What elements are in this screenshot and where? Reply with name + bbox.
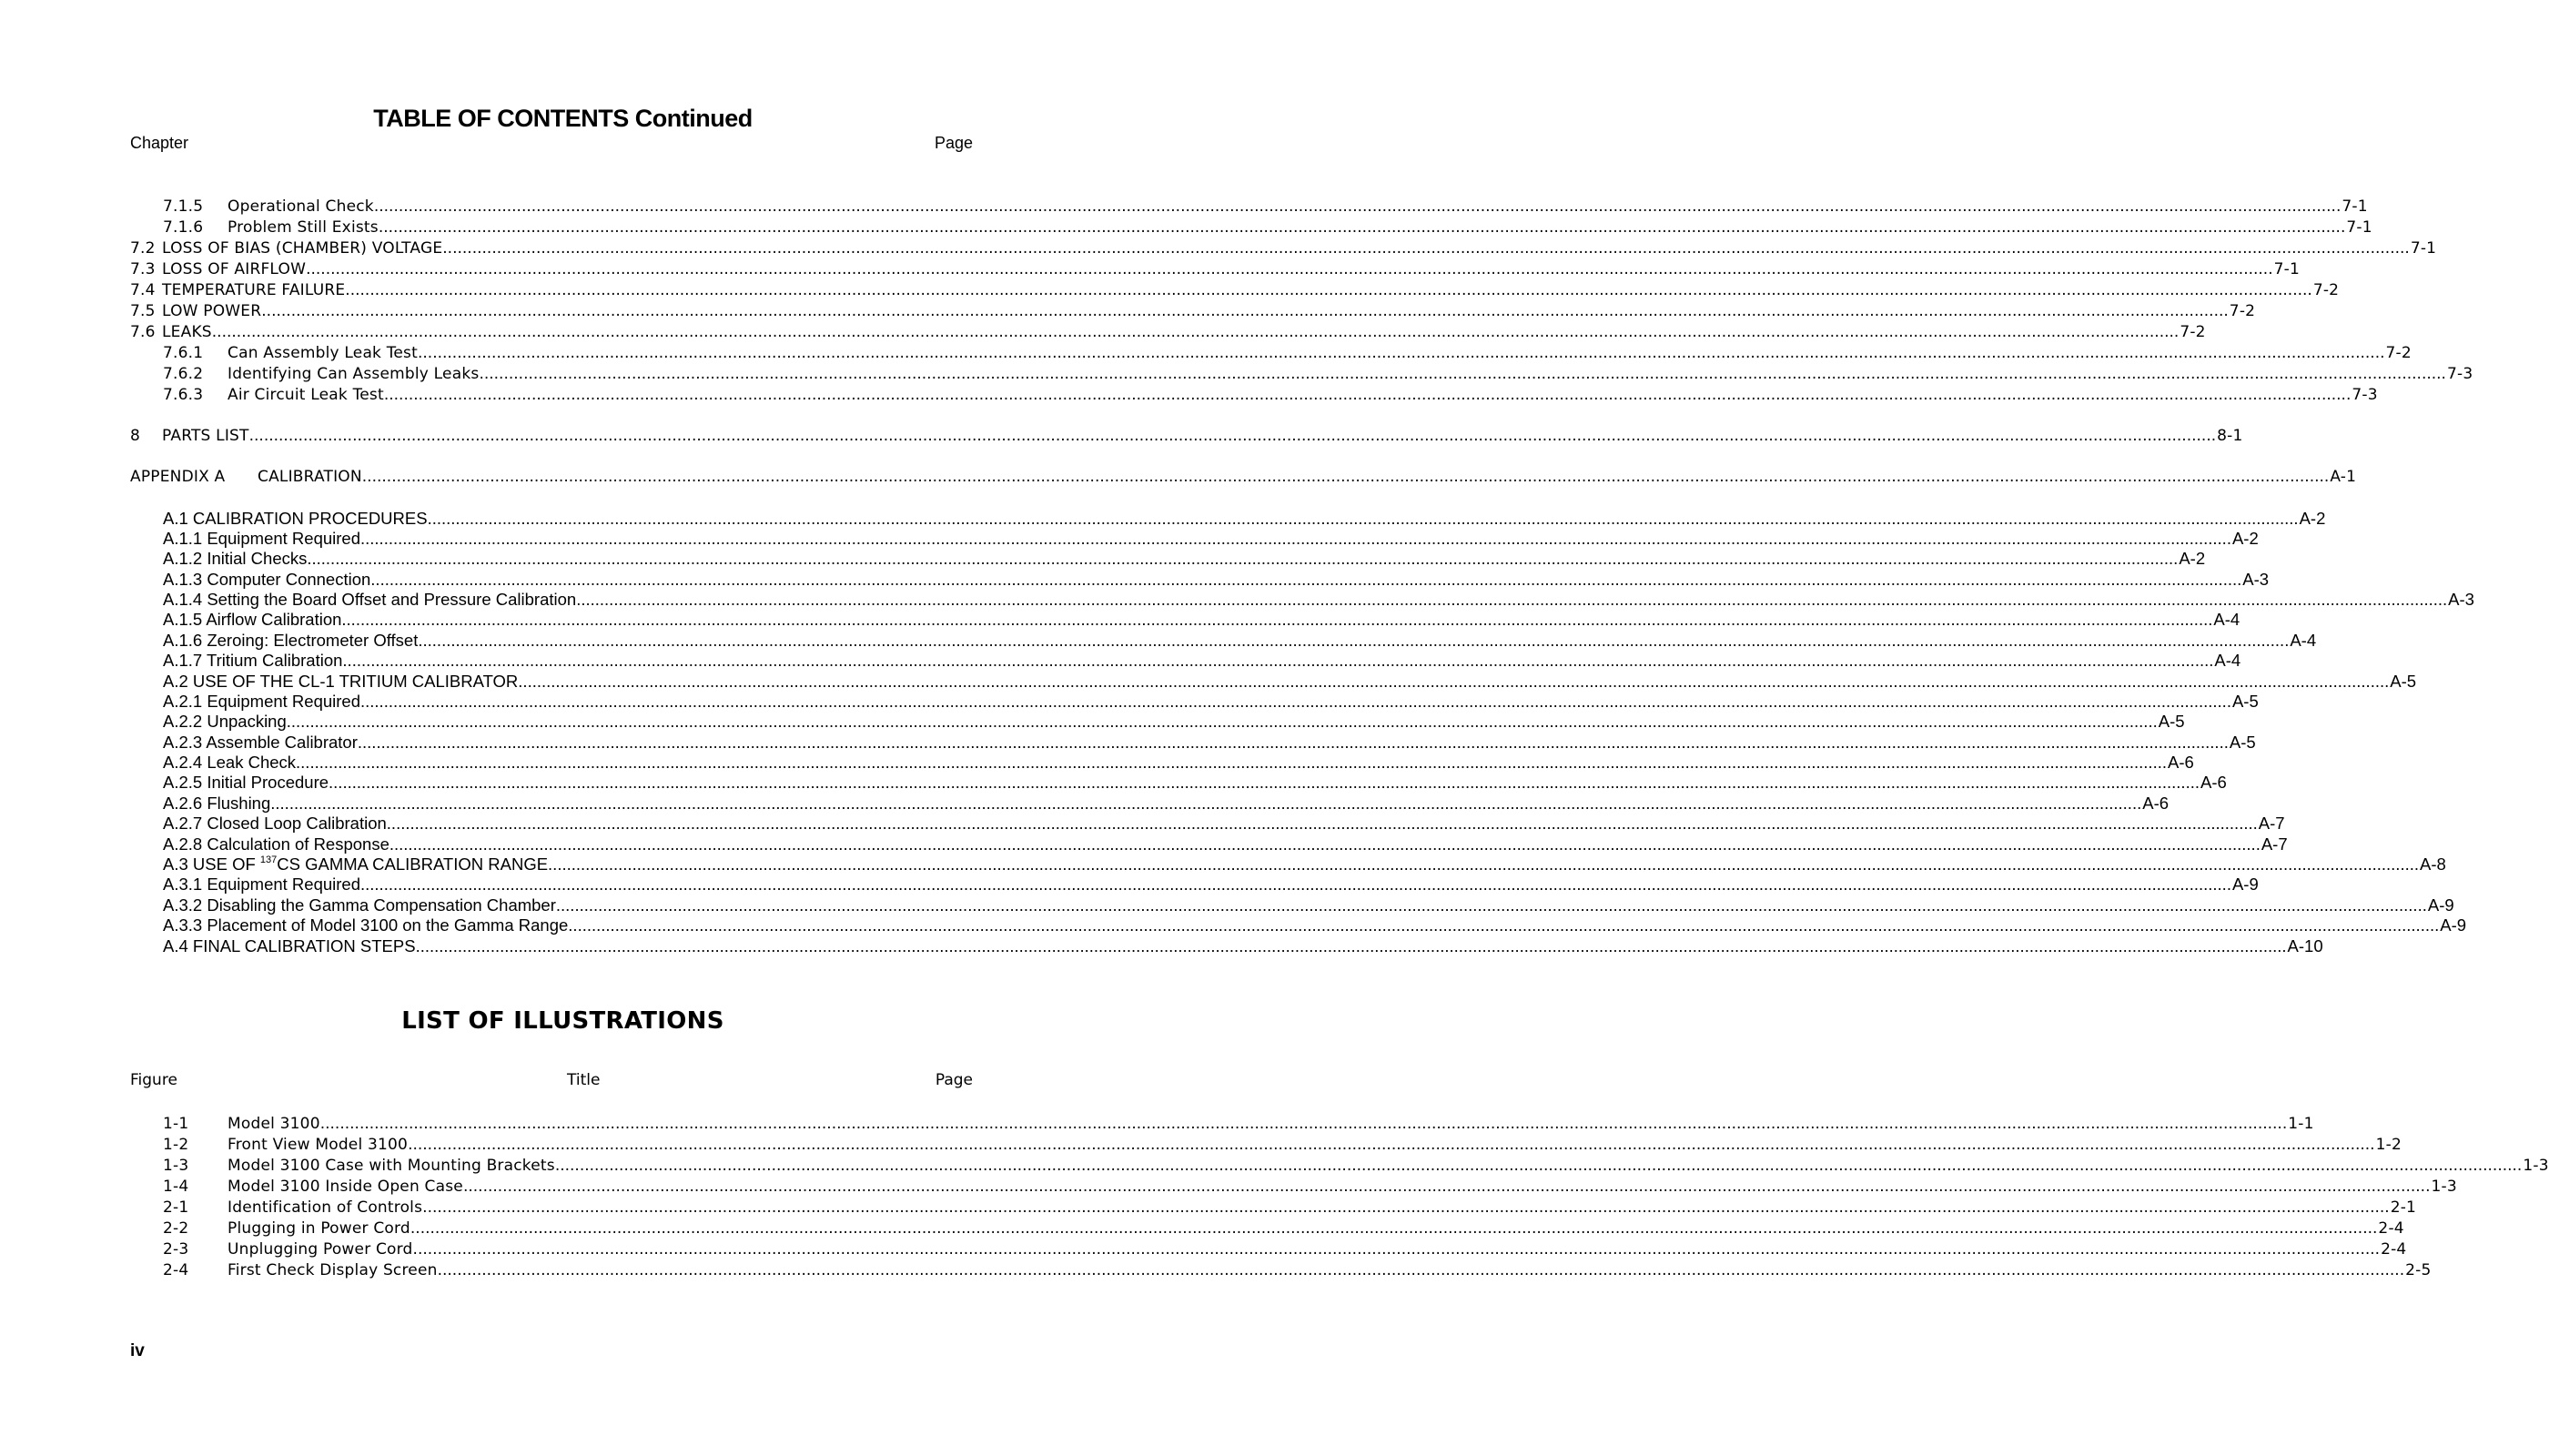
figure-title: Identification of Controls bbox=[228, 1198, 423, 1217]
dot-leader: ................................................................................................................................................................................................................................................................................................................................................................................................................ bbox=[418, 631, 2290, 650]
dot-leader: ................................................................................................................................................................................................................................................................................................................................................................................................................ bbox=[415, 936, 2287, 956]
toc-entry-number: 7.6 bbox=[130, 323, 156, 341]
toc-entry-title bbox=[162, 259, 306, 279]
toc-entry-title bbox=[163, 814, 387, 834]
toc-entry bbox=[163, 752, 2194, 773]
toc-entry-page: A-7 bbox=[2258, 814, 2285, 833]
dot-leader: ................................................................................................................................................................................................................................................................................................................................................................................................................ bbox=[568, 915, 2440, 935]
toc-entry-number: 7.4 bbox=[130, 281, 156, 299]
toc-entry-title-text: A.1.2 Initial Checks bbox=[163, 549, 308, 568]
toc-entry-title bbox=[163, 631, 418, 651]
dot-leader: ................................................................................................................................................................................................................................................................................................................................................................................................................ bbox=[286, 712, 2158, 731]
dot-leader: ................................................................................................................................................................................................................................................................................................................................................................................................................ bbox=[555, 895, 2427, 915]
toc-entry-title-text: LOW POWER bbox=[162, 302, 262, 320]
figure-title: Model 3100 bbox=[228, 1115, 320, 1133]
illustration-entry bbox=[163, 1259, 2432, 1280]
toc-entry-page: A-5 bbox=[2231, 692, 2259, 711]
figure-number: 2-1 bbox=[163, 1198, 189, 1217]
toc-entry-title-text: A.3.3 Placement of Model 3100 on the Gamma Range bbox=[163, 915, 569, 935]
toc-entry-title-text: A.2.4 Leak Check bbox=[163, 753, 297, 772]
toc-entry-title-text: A.1.3 Computer Connection bbox=[163, 570, 371, 589]
toc-entry-page: A-9 bbox=[2440, 915, 2467, 935]
dot-leader: ................................................................................................................................................................................................................................................................................................................................................................................................................ bbox=[437, 1261, 2405, 1279]
figure-page: 2-4 bbox=[2378, 1219, 2404, 1238]
toc-entry-title bbox=[163, 915, 568, 935]
toc-entry-title-text: A.2.8 Calculation of Response bbox=[163, 834, 389, 854]
toc-entry bbox=[163, 528, 2259, 549]
toc-entry-page: A-6 bbox=[2200, 773, 2227, 792]
toc-entry-title bbox=[163, 875, 360, 895]
toc-entry-title-text: A.2.1 Equipment Required bbox=[163, 692, 360, 711]
toc-entry-number: 8 bbox=[130, 427, 141, 445]
dot-leader: ................................................................................................................................................................................................................................................................................................................................................................................................................ bbox=[341, 610, 2213, 629]
figure-number: 1-3 bbox=[163, 1157, 189, 1175]
dot-leader: ................................................................................................................................................................................................................................................................................................................................................................................................................ bbox=[360, 875, 2231, 894]
toc-entry-title bbox=[163, 610, 341, 630]
dot-leader: ................................................................................................................................................................................................................................................................................................................................................................................................................ bbox=[270, 794, 2142, 813]
toc-entry-title-text: A.1.4 Setting the Board Offset and Pressure Calibration bbox=[163, 590, 577, 609]
toc-entry-title bbox=[162, 322, 212, 342]
page-number: iv bbox=[130, 1341, 145, 1360]
toc-entry-number: 7.2 bbox=[130, 239, 156, 258]
illustration-entry bbox=[163, 1176, 2457, 1197]
toc-entry bbox=[130, 258, 2300, 279]
dot-leader: ................................................................................................................................................................................................................................................................................................................................................................................................................ bbox=[518, 672, 2390, 691]
dot-leader: ................................................................................................................................................................................................................................................................................................................................................................................................................ bbox=[357, 733, 2229, 752]
toc-entry-page: A-1 bbox=[2330, 468, 2357, 486]
toc-entry-page: 7-2 bbox=[2385, 344, 2412, 362]
toc-chapter-header: Chapter bbox=[130, 134, 189, 152]
toc-entry bbox=[163, 834, 2288, 854]
toc-entry bbox=[130, 466, 2357, 487]
toc-entry bbox=[163, 196, 2368, 217]
toc-entry-title-text: LEAKS bbox=[162, 323, 212, 341]
figure-title: First Check Display Screen bbox=[228, 1261, 438, 1279]
toc-entry-page: 7-3 bbox=[2446, 365, 2473, 383]
toc-entry-number: 7.1.6 bbox=[163, 218, 204, 237]
toc-entry-title bbox=[163, 773, 329, 793]
dot-leader: ................................................................................................................................................................................................................................................................................................................................................................................................................ bbox=[261, 302, 2229, 320]
toc-entry-title bbox=[163, 895, 556, 915]
toc-entry-title-text: CS GAMMA CALIBRATION RANGE bbox=[277, 854, 549, 874]
toc-entry-title bbox=[162, 301, 261, 321]
toc-entry-page: A-2 bbox=[2299, 509, 2326, 528]
toc-entry-title bbox=[163, 529, 360, 549]
figure-page: 2-4 bbox=[2381, 1240, 2407, 1259]
toc-entry bbox=[163, 711, 2185, 732]
dot-leader: ................................................................................................................................................................................................................................................................................................................................................................................................................ bbox=[329, 773, 2200, 792]
toc-entry-title-text: LOSS OF AIRFLOW bbox=[162, 260, 307, 278]
dot-leader: ................................................................................................................................................................................................................................................................................................................................................................................................................ bbox=[417, 344, 2385, 362]
figure-page: 1-1 bbox=[2288, 1115, 2314, 1133]
toc-entry-title bbox=[163, 570, 370, 590]
toc-entry bbox=[163, 548, 2206, 569]
toc-entry bbox=[163, 691, 2259, 712]
illustration-entry bbox=[163, 1218, 2404, 1239]
toc-entry-title bbox=[228, 217, 379, 238]
toc-entry-page: A-5 bbox=[2390, 672, 2417, 691]
dot-leader: ................................................................................................................................................................................................................................................................................................................................................................................................................ bbox=[345, 281, 2312, 299]
illustration-entry bbox=[163, 1155, 2549, 1176]
illustration-entry bbox=[163, 1134, 2402, 1155]
toc-entry bbox=[163, 630, 2317, 651]
toc-entry-title-text: A.2.7 Closed Loop Calibration bbox=[163, 814, 387, 833]
illustrations-page-header: Page bbox=[935, 1071, 973, 1089]
toc-entry-title-text: LOSS OF BIAS (CHAMBER) VOLTAGE bbox=[162, 239, 443, 258]
toc-entry-page: A-7 bbox=[2261, 834, 2288, 854]
dot-leader: ................................................................................................................................................................................................................................................................................................................................................................................................................ bbox=[412, 1240, 2381, 1259]
figure-title: Model 3100 Case with Mounting Brackets bbox=[228, 1157, 555, 1175]
toc-entry-number: 7.3 bbox=[130, 260, 156, 278]
toc-entry bbox=[163, 508, 2326, 529]
toc-entry bbox=[163, 589, 2474, 610]
toc-entry-page: 7-2 bbox=[2312, 281, 2340, 299]
toc-entry-page: A-4 bbox=[2213, 610, 2240, 629]
toc-entry bbox=[163, 895, 2454, 915]
toc-entry-number: 7.1.5 bbox=[163, 197, 204, 216]
figure-page: 1-2 bbox=[2375, 1136, 2402, 1154]
toc-entry-page: A-3 bbox=[2242, 570, 2270, 589]
toc-entry bbox=[130, 425, 2243, 446]
toc-entry-page: A-3 bbox=[2448, 590, 2474, 609]
figure-title: Unplugging Power Cord bbox=[228, 1240, 413, 1259]
toc-entry-title bbox=[163, 794, 270, 814]
toc-entry bbox=[163, 217, 2372, 238]
figure-number: 1-2 bbox=[163, 1136, 189, 1154]
toc-entry-page: A-5 bbox=[2229, 733, 2256, 752]
figure-number: 2-3 bbox=[163, 1240, 189, 1259]
illustrations-figure-header: Figure bbox=[130, 1071, 177, 1089]
toc-entry-title bbox=[162, 280, 345, 300]
toc-entry-page: A-4 bbox=[2290, 631, 2317, 650]
toc-entry-title bbox=[163, 936, 416, 956]
toc-entry-page: 7-1 bbox=[2346, 218, 2372, 237]
dot-leader: ................................................................................................................................................................................................................................................................................................................................................................................................................ bbox=[389, 834, 2261, 854]
toc-entry-title-text: A.2.3 Assemble Calibrator bbox=[163, 733, 358, 752]
dot-leader: ................................................................................................................................................................................................................................................................................................................................................................................................................ bbox=[386, 814, 2258, 833]
toc-entry-title-text: A.1.1 Equipment Required bbox=[163, 529, 360, 548]
figure-number: 1-4 bbox=[163, 1178, 189, 1196]
toc-entry-page: A-9 bbox=[2231, 875, 2259, 894]
toc-entry-title-text: A.2 USE OF THE CL-1 TRITIUM CALIBRATOR bbox=[163, 672, 519, 691]
toc-entry-page: A-4 bbox=[2214, 651, 2241, 670]
dot-leader: ................................................................................................................................................................................................................................................................................................................................................................................................................ bbox=[442, 239, 2410, 258]
toc-entry-page: A-2 bbox=[2179, 549, 2206, 568]
toc-entry-title-text: A.1.6 Zeroing: Electrometer Offset bbox=[163, 631, 419, 650]
toc-entry-title bbox=[163, 590, 576, 610]
toc-entry bbox=[163, 671, 2417, 692]
toc-entry-title bbox=[162, 238, 442, 258]
toc-entry bbox=[163, 569, 2270, 590]
toc-entry-title-text: A.1.5 Airflow Calibration bbox=[163, 610, 342, 629]
toc-entry bbox=[163, 854, 2446, 875]
toc-entry-number: APPENDIX A bbox=[130, 468, 226, 486]
toc-entry bbox=[130, 321, 2206, 342]
figure-number: 2-4 bbox=[163, 1261, 189, 1279]
toc-entry bbox=[130, 279, 2340, 300]
toc-entry-page: A-10 bbox=[2287, 936, 2323, 956]
toc-entry-title bbox=[163, 672, 518, 692]
toc-entry bbox=[163, 793, 2170, 814]
toc-entry bbox=[163, 915, 2467, 935]
toc-entry bbox=[163, 342, 2412, 363]
figure-page: 2-1 bbox=[2390, 1198, 2417, 1217]
dot-leader: ................................................................................................................................................................................................................................................................................................................................................................................................................ bbox=[408, 1136, 2375, 1154]
toc-entry-title bbox=[163, 692, 360, 712]
figure-title: Plugging in Power Cord bbox=[228, 1219, 410, 1238]
figure-title: Model 3100 Inside Open Case bbox=[228, 1178, 463, 1196]
toc-entry-page: 7-1 bbox=[2342, 197, 2368, 216]
toc-entry-title bbox=[228, 385, 384, 405]
toc-entry-title bbox=[163, 712, 287, 732]
toc-entry bbox=[163, 813, 2285, 834]
toc-entry bbox=[163, 384, 2378, 405]
toc-entry-title-text: A.3.1 Equipment Required bbox=[163, 875, 360, 894]
toc-entry-title-text: A.2.6 Flushing bbox=[163, 794, 271, 813]
toc-entry-page: 7-2 bbox=[2229, 302, 2256, 320]
toc-entry-title-text: Can Assembly Leak Test bbox=[228, 344, 418, 362]
dot-leader: ................................................................................................................................................................................................................................................................................................................................................................................................................ bbox=[576, 590, 2448, 609]
toc-entry-title bbox=[228, 197, 374, 217]
toc-entry-page: 7-2 bbox=[2180, 323, 2206, 341]
toc-entry-title-text: Problem Still Exists bbox=[228, 218, 379, 237]
dot-leader: ................................................................................................................................................................................................................................................................................................................................................................................................................ bbox=[360, 529, 2231, 548]
figure-title: Front View Model 3100 bbox=[228, 1136, 409, 1154]
figure-page: 2-5 bbox=[2405, 1261, 2432, 1279]
toc-entry bbox=[163, 935, 2323, 956]
dot-leader: ................................................................................................................................................................................................................................................................................................................................................................................................................ bbox=[307, 549, 2179, 568]
illustration-entry bbox=[163, 1113, 2314, 1134]
figure-number: 2-2 bbox=[163, 1219, 189, 1238]
toc-entry-title bbox=[228, 343, 418, 363]
toc-page-header: Page bbox=[934, 134, 973, 152]
toc-entry-title bbox=[163, 854, 548, 875]
toc-entry-title-text: Operational Check bbox=[228, 197, 374, 216]
toc-entry-page: 7-3 bbox=[2352, 386, 2378, 404]
toc-entry-title-text: A.1 CALIBRATION PROCEDURES bbox=[163, 509, 428, 528]
toc-entry-page: 7-1 bbox=[2410, 239, 2437, 258]
toc-entry-title-text: A.3.2 Disabling the Gamma Compensation Chamber bbox=[163, 895, 556, 915]
toc-entry-number: 7.6.2 bbox=[163, 365, 204, 383]
toc-entry-title-text: Identifying Can Assembly Leaks bbox=[228, 365, 480, 383]
toc-entry bbox=[163, 732, 2256, 753]
toc-entry-page: 7-1 bbox=[2273, 260, 2300, 278]
toc-title: TABLE OF CONTENTS Continued bbox=[373, 105, 753, 132]
dot-leader: ................................................................................................................................................................................................................................................................................................................................................................................................................ bbox=[248, 427, 2217, 445]
toc-entry-title-text: A.2.2 Unpacking bbox=[163, 712, 287, 731]
toc-entry-title bbox=[163, 733, 358, 753]
figure-page: 1-3 bbox=[2523, 1157, 2549, 1175]
toc-entry bbox=[163, 772, 2227, 793]
dot-leader: ................................................................................................................................................................................................................................................................................................................................................................................................................ bbox=[370, 570, 2242, 589]
toc-entry-title-text: PARTS LIST bbox=[162, 427, 249, 445]
toc-entry-title bbox=[163, 509, 428, 529]
toc-entry-title bbox=[162, 426, 249, 446]
toc-entry-page: A-6 bbox=[2168, 753, 2194, 772]
illustrations-title: LIST OF ILLUSTRATIONS bbox=[401, 1007, 724, 1035]
dot-leader: ................................................................................................................................................................................................................................................................................................................................................................................................................ bbox=[319, 1115, 2288, 1133]
dot-leader: ................................................................................................................................................................................................................................................................................................................................................................................................................ bbox=[479, 365, 2446, 383]
toc-entry-title-text: TEMPERATURE FAILURE bbox=[162, 281, 346, 299]
toc-entry-title bbox=[258, 467, 362, 487]
toc-entry-title-text: Air Circuit Leak Test bbox=[228, 386, 384, 404]
toc-entry-page: A-9 bbox=[2427, 895, 2454, 915]
dot-leader: ................................................................................................................................................................................................................................................................................................................................................................................................................ bbox=[361, 468, 2330, 486]
toc-entry-title-text: A.1.7 Tritium Calibration bbox=[163, 651, 343, 670]
figure-number: 1-1 bbox=[163, 1115, 189, 1133]
dot-leader: ................................................................................................................................................................................................................................................................................................................................................................................................................ bbox=[427, 509, 2299, 528]
toc-entry bbox=[130, 300, 2256, 321]
toc-entry bbox=[163, 650, 2241, 671]
dot-leader: ................................................................................................................................................................................................................................................................................................................................................................................................................ bbox=[373, 197, 2342, 216]
toc-entry-title bbox=[228, 364, 479, 384]
dot-leader: ................................................................................................................................................................................................................................................................................................................................................................................................................ bbox=[360, 692, 2231, 711]
illustration-entry bbox=[163, 1197, 2417, 1218]
toc-entry-page: A-6 bbox=[2142, 794, 2170, 813]
toc-entry bbox=[130, 238, 2437, 258]
dot-leader: ................................................................................................................................................................................................................................................................................................................................................................................................................ bbox=[383, 386, 2352, 404]
toc-entry-title bbox=[163, 834, 389, 854]
dot-leader: ................................................................................................................................................................................................................................................................................................................................................................................................................ bbox=[462, 1178, 2431, 1196]
toc-entry-title-text: A.3 USE OF bbox=[163, 854, 260, 874]
toc-entry-title bbox=[163, 549, 307, 569]
dot-leader: ................................................................................................................................................................................................................................................................................................................................................................................................................ bbox=[422, 1198, 2390, 1217]
dot-leader: ................................................................................................................................................................................................................................................................................................................................................................................................................ bbox=[378, 218, 2346, 237]
dot-leader: ................................................................................................................................................................................................................................................................................................................................................................................................................ bbox=[306, 260, 2273, 278]
toc-entry-title bbox=[163, 651, 342, 671]
toc-entry bbox=[163, 363, 2473, 384]
toc-entry-number: 7.6.3 bbox=[163, 386, 204, 404]
toc-entry-page: A-5 bbox=[2158, 712, 2185, 731]
toc-entry-page: 8-1 bbox=[2217, 427, 2243, 445]
dot-leader: ................................................................................................................................................................................................................................................................................................................................................................................................................ bbox=[554, 1157, 2523, 1175]
toc-entry-title bbox=[163, 753, 296, 773]
dot-leader: ................................................................................................................................................................................................................................................................................................................................................................................................................ bbox=[296, 753, 2167, 772]
toc-entry-superscript: 137 bbox=[259, 854, 278, 865]
toc-entry-title-text: A.4 FINAL CALIBRATION STEPS bbox=[163, 936, 416, 956]
illustration-entry bbox=[163, 1239, 2407, 1259]
dot-leader: ................................................................................................................................................................................................................................................................................................................................................................................................................ bbox=[410, 1219, 2378, 1238]
toc-entry-page: A-8 bbox=[2420, 854, 2446, 874]
dot-leader: ................................................................................................................................................................................................................................................................................................................................................................................................................ bbox=[342, 651, 2214, 670]
toc-entry-title-text: CALIBRATION bbox=[258, 468, 362, 486]
toc-entry bbox=[163, 609, 2240, 630]
figure-page: 1-3 bbox=[2431, 1178, 2457, 1196]
toc-entry-title-text: A.2.5 Initial Procedure bbox=[163, 773, 329, 792]
toc-entry-number: 7.6.1 bbox=[163, 344, 204, 362]
toc-entry bbox=[163, 874, 2259, 895]
toc-entry-number: 7.5 bbox=[130, 302, 156, 320]
dot-leader: ................................................................................................................................................................................................................................................................................................................................................................................................................ bbox=[211, 323, 2180, 341]
dot-leader: ................................................................................................................................................................................................................................................................................................................................................................................................................ bbox=[548, 854, 2420, 874]
illustrations-title-header: Title bbox=[567, 1071, 601, 1089]
toc-entry-page: A-2 bbox=[2231, 529, 2259, 548]
